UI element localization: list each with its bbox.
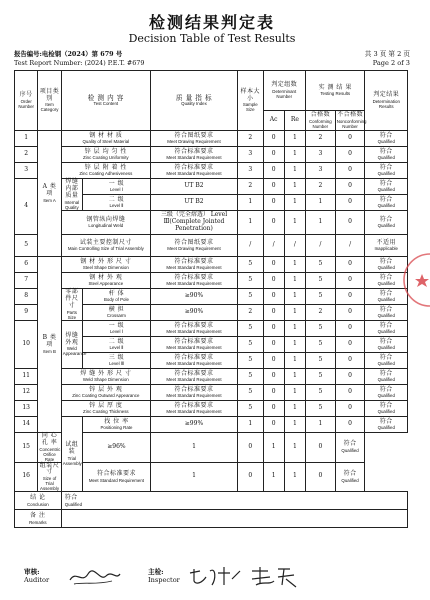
test-content: 一 级 Level Ⅰ [82, 179, 150, 195]
test-content: 横 担 Crossarm [82, 305, 150, 321]
determination: 符合 Qualified [365, 337, 408, 353]
quality-index: 符合标准要求 Meet Standard Requirement [150, 337, 237, 353]
quality-index: 符合图纸要求 Meet Drawing Requirement [150, 235, 237, 257]
conforming-value: 1 [284, 433, 305, 463]
inspector-label: 主检: Inspector [148, 568, 180, 584]
ac-value: 0 [238, 462, 263, 492]
conclusion-value: 符合 Qualified [61, 492, 407, 510]
ac-value: 0 [238, 433, 263, 463]
table-row [15, 179, 408, 195]
quality-index: 符合标准要求 Meet Standard Requirement [150, 273, 237, 289]
conforming-value: 3 [305, 147, 335, 163]
determination: 符合 Qualified [365, 401, 408, 417]
conforming-value: 5 [305, 321, 335, 337]
conforming-value: / [305, 235, 335, 257]
test-content: 锌 层 厚 度 Zinc Coating Thickness [61, 401, 150, 417]
sample-size: 2 [238, 179, 263, 195]
test-content: 锌 层 外 观 Zinc Coating Outward Appearance [61, 385, 150, 401]
re-value: 1 [284, 369, 305, 385]
nonconforming-value: 0 [335, 305, 365, 321]
sample-size: / [238, 235, 263, 257]
ac-value: 0 [263, 385, 284, 401]
weld-appearance-category: 焊缝外观 Weld Appearance [61, 321, 82, 369]
re-value: 1 [284, 147, 305, 163]
row-number: 6 [15, 257, 38, 273]
sample-size: 2 [238, 131, 263, 147]
report-number-en: Test Report Number: (2024) P.E.T. #679 [14, 58, 145, 67]
page-indicator [365, 50, 410, 67]
conclusion-label: 结 论 Conclusion [15, 492, 62, 510]
page-indicator-cn: 共 3 页 第 2 页 [364, 50, 410, 58]
seal-stamp-icon [400, 250, 430, 310]
test-content: 组装尺寸 Size of Trial Assembly [39, 461, 60, 492]
quality-index: 符合标准要求 Meet Standard Requirement [82, 462, 150, 492]
row-number: 9 [15, 305, 38, 321]
test-content: 三 级 Level Ⅲ [82, 353, 150, 369]
re-value: 1 [284, 337, 305, 353]
nonconforming-value: / [335, 235, 365, 257]
inspector-signature-icon [186, 563, 306, 591]
trial-assembly-category: 试组装 Trial Assembly [61, 417, 82, 492]
sample-size: 1 [150, 433, 237, 463]
determination: 符合 Qualified [365, 305, 408, 321]
test-content: 二 级 Level Ⅱ [82, 195, 150, 211]
test-content: 锌 层 附 着 性 Zinc Coating Adhesiveness [61, 163, 150, 179]
conforming-value: 5 [305, 385, 335, 401]
conforming-value: 5 [305, 289, 335, 305]
test-content: 二 级 Level Ⅱ [82, 337, 150, 353]
report-number-cn: 电检钢（2024）第 679 号 [41, 50, 123, 58]
test-content: 一 级 Level Ⅰ [82, 321, 150, 337]
row-number: 12 [15, 385, 38, 401]
quality-index: 符合标准要求 Meet Standard Requirement [150, 163, 237, 179]
weld-category: 焊缝内部质量 Internal Quality [61, 179, 82, 211]
header-nonconforming: 不合格数 Nonconforming Number [336, 111, 367, 129]
test-content: 钢 材 外 形 尺 寸 Steel Shape Dimension [61, 257, 150, 273]
ac-value: 0 [263, 195, 284, 211]
determination: 符合 Qualified [365, 147, 408, 163]
conforming-value: 5 [305, 353, 335, 369]
re-value: 1 [263, 462, 284, 492]
test-content: 试装主要控制尺寸 Main Controlling Size of Trial Assembly [61, 235, 150, 257]
quality-index: 符合标准要求 Meet Standard Requirement [150, 321, 237, 337]
row-number: 16 [15, 462, 38, 492]
header-re: Re [284, 111, 305, 131]
quality-index: 符合标准要求 Meet Standard Requirement [150, 353, 237, 369]
results-table [14, 70, 408, 528]
determination: 符合 Qualified [365, 211, 408, 235]
ac-value: 0 [263, 369, 284, 385]
sample-size: 5 [238, 337, 263, 353]
header-index: 质 量 指 标 Quality Index [150, 71, 237, 131]
determination: 符合 Qualified [365, 321, 408, 337]
sample-size: 5 [238, 321, 263, 337]
row-number: 8 [15, 289, 38, 305]
re-value: / [284, 235, 305, 257]
sample-size: 3 [238, 163, 263, 179]
parts-size-category: 零部件尺寸 Parts Size [61, 289, 82, 321]
quality-index: 符合标准要求 Meet Standard Requirement [150, 257, 237, 273]
ac-value: 0 [263, 179, 284, 195]
category-b: B 类 项 Item B [38, 257, 61, 433]
ac-value: 0 [263, 321, 284, 337]
nonconforming-value: 0 [335, 195, 365, 211]
determination: 符合 Qualified [335, 433, 365, 463]
test-content: 杆 体 Body of Pole [82, 289, 150, 305]
auditor-signature-icon [66, 566, 124, 588]
table-row [15, 257, 408, 273]
quality-index: 符合标准要求 Meet Standard Requirement [150, 385, 237, 401]
header-row [15, 71, 408, 111]
remarks-value [61, 510, 407, 528]
sample-size: 5 [238, 273, 263, 289]
re-value: 1 [284, 257, 305, 273]
report-number-label: 报告编号: [14, 50, 42, 58]
sample-size: 5 [238, 257, 263, 273]
re-value: 1 [284, 131, 305, 147]
ac-value: 0 [263, 131, 284, 147]
sample-size: 1 [238, 211, 263, 235]
nonconforming-value: 0 [335, 385, 365, 401]
nonconforming-value: 0 [335, 163, 365, 179]
sample-size: 2 [238, 305, 263, 321]
sample-size: 3 [238, 147, 263, 163]
determination: 符合 Qualified [365, 369, 408, 385]
table-row [15, 289, 408, 305]
ac-value: 0 [263, 273, 284, 289]
determination: 符合 Qualified [365, 163, 408, 179]
row-number: 7 [15, 273, 38, 289]
category-a: A 类 项 Item A [38, 131, 61, 257]
conforming-value: 1 [284, 462, 305, 492]
determination: 符合 Qualified [365, 273, 408, 289]
test-content: 钢 材 材 质 Quality of Steel Material [61, 131, 150, 147]
table-row [15, 235, 408, 257]
header-seq: 序号 Order Number [15, 71, 38, 131]
nonconforming-value: 0 [305, 433, 335, 463]
header-determinant: 判定组数 Determinant Number [263, 71, 305, 111]
determination: 符合 Qualified [365, 131, 408, 147]
quality-index: UT B2 [150, 179, 237, 195]
document-title: 检测结果判定表 [148, 13, 275, 32]
header-sample: 样本大小 Sample Size [238, 71, 263, 131]
re-value: 1 [284, 211, 305, 235]
remarks-row [15, 510, 408, 528]
determination: 符合 Qualified [365, 179, 408, 195]
conforming-value: 5 [305, 401, 335, 417]
conforming-value: 3 [305, 163, 335, 179]
header-category: 项目类别 Item Category [38, 71, 61, 131]
nonconforming-value: 0 [335, 417, 365, 433]
nonconforming-value: 0 [335, 211, 365, 235]
conclusion-row [15, 492, 408, 510]
quality-index: 符合图纸要求 Meet Drawing Requirement [150, 131, 237, 147]
document-title-en: Decision Table of Test Results [128, 32, 296, 45]
ac-value: 0 [263, 337, 284, 353]
nonconforming-value: 0 [335, 179, 365, 195]
conforming-value: 2 [305, 305, 335, 321]
test-content: 找 位 率 Positioning Rate [82, 417, 150, 433]
auditor-label: 审核: Auditor [24, 568, 50, 584]
ac-value: 0 [263, 163, 284, 179]
sample-size: 1 [150, 462, 237, 492]
remarks-label: 备 注 Remarks [15, 510, 62, 528]
conforming-value: 5 [305, 257, 335, 273]
header-ac: Ac [263, 111, 284, 131]
conforming-value: 2 [305, 179, 335, 195]
nonconforming-value: 0 [335, 257, 365, 273]
row-number: 14 [15, 417, 38, 433]
nonconforming-value: 0 [335, 369, 365, 385]
table-row [15, 211, 408, 235]
row-number: 1 [15, 131, 38, 147]
conforming-value: 5 [305, 337, 335, 353]
determination: 符合 Qualified [365, 353, 408, 369]
quality-index: 符合标准要求 Meet Standard Requirement [150, 147, 237, 163]
sample-size: 5 [238, 385, 263, 401]
test-content: 同 心 孔 率 Concentric Orifice Rate [39, 432, 61, 462]
nonconforming-value: 0 [335, 337, 365, 353]
quality-index: ≥90% [150, 305, 237, 321]
determination: 符合 Qualified [365, 417, 408, 433]
re-value: 1 [284, 289, 305, 305]
ac-value: 0 [263, 417, 284, 433]
conforming-value: 1 [305, 211, 335, 235]
re-value: 1 [284, 195, 305, 211]
nonconforming-value: 0 [335, 289, 365, 305]
determination: 符合 Qualified [335, 462, 365, 492]
table-row [15, 321, 408, 337]
re-value: 1 [284, 401, 305, 417]
sample-size: 1 [238, 195, 263, 211]
row-number: 2 [15, 147, 38, 163]
nonconforming-value: 0 [335, 147, 365, 163]
determination: 符合 Qualified [365, 195, 408, 211]
report-number [14, 50, 144, 67]
sample-size: 5 [238, 353, 263, 369]
quality-index: ≥96% [82, 433, 150, 463]
nonconforming-value: 0 [335, 353, 365, 369]
ac-value: 0 [263, 305, 284, 321]
determination: 不适用 Inapplicable [365, 235, 408, 257]
header-conforming: 合格数 Conforming Number [305, 111, 335, 131]
sample-size: 1 [238, 417, 263, 433]
row-number: 15 [15, 433, 38, 463]
determination: 符合 Qualified [365, 385, 408, 401]
re-value: 1 [284, 179, 305, 195]
ac-value: 0 [263, 401, 284, 417]
sample-size: 5 [238, 289, 263, 305]
ac-value: 0 [263, 211, 284, 235]
nonconforming-value: 0 [305, 462, 335, 492]
table-row [15, 273, 408, 289]
re-value: 1 [284, 417, 305, 433]
re-value: 1 [284, 321, 305, 337]
conforming-value: 1 [305, 417, 335, 433]
test-content: 钢 材 外 观 Steel Appearance [61, 273, 150, 289]
row-number: 10 [15, 321, 38, 369]
re-value: 1 [284, 353, 305, 369]
re-value: 1 [284, 273, 305, 289]
nonconforming-value: 0 [335, 131, 365, 147]
row-number: 3 [15, 163, 38, 179]
row-number: 11 [15, 369, 38, 385]
table-row [15, 385, 408, 401]
header-result: 实 测 结 果 Testing Results [305, 71, 364, 111]
conforming-value: 5 [305, 369, 335, 385]
ac-value: 0 [263, 257, 284, 273]
test-content: 钢管纵向焊缝 Longitudinal Weld [61, 211, 150, 235]
row-number: 13 [15, 401, 38, 417]
row-number: 4 [15, 179, 38, 235]
table-row [15, 401, 408, 417]
header-determination: 判定结果 Determination Results [365, 71, 408, 131]
table-row [15, 417, 408, 433]
sample-size: 5 [238, 369, 263, 385]
quality-index: UT B2 [150, 195, 237, 211]
re-value: 1 [263, 433, 284, 463]
determination: 符合 Qualified [365, 289, 408, 305]
nonconforming-value: 0 [335, 321, 365, 337]
table-row [15, 369, 408, 385]
test-content: 锌 层 均 匀 性 Zinc Coating Uniformity [61, 147, 150, 163]
re-value: 1 [284, 163, 305, 179]
test-content: 焊 缝 外 形 尺 寸 Weld Shape Dimension [61, 369, 150, 385]
nonconforming-value: 0 [335, 273, 365, 289]
nonconforming-value: 0 [335, 401, 365, 417]
row-number: 5 [15, 235, 38, 257]
quality-index: ≥99% [150, 417, 237, 433]
conforming-value: 2 [305, 131, 335, 147]
quality-index: ≥90% [150, 289, 237, 305]
conforming-value: 5 [305, 273, 335, 289]
re-value: 1 [284, 385, 305, 401]
conforming-value: 1 [305, 195, 335, 211]
table-row [15, 131, 408, 147]
quality-index: 符合标准要求 Meet Standard Requirement [150, 369, 237, 385]
table-row [15, 163, 408, 179]
header-content: 检 测 内 容 Test Content [61, 71, 150, 131]
quality-index: 符合标准要求 Meet Standard Requirement [150, 401, 237, 417]
quality-index: 三级（完全熔透） Level Ⅲ(Complete Jointed Penetration) [150, 211, 237, 235]
ac-value: 0 [263, 147, 284, 163]
page-indicator-en: Page 2 of 3 [372, 58, 410, 67]
sample-size: 5 [238, 401, 263, 417]
ac-value: 0 [263, 289, 284, 305]
re-value: 1 [284, 305, 305, 321]
determination: 符合 Qualified [365, 257, 408, 273]
ac-value: 0 [263, 353, 284, 369]
ac-value: / [263, 235, 284, 257]
table-row [15, 147, 408, 163]
